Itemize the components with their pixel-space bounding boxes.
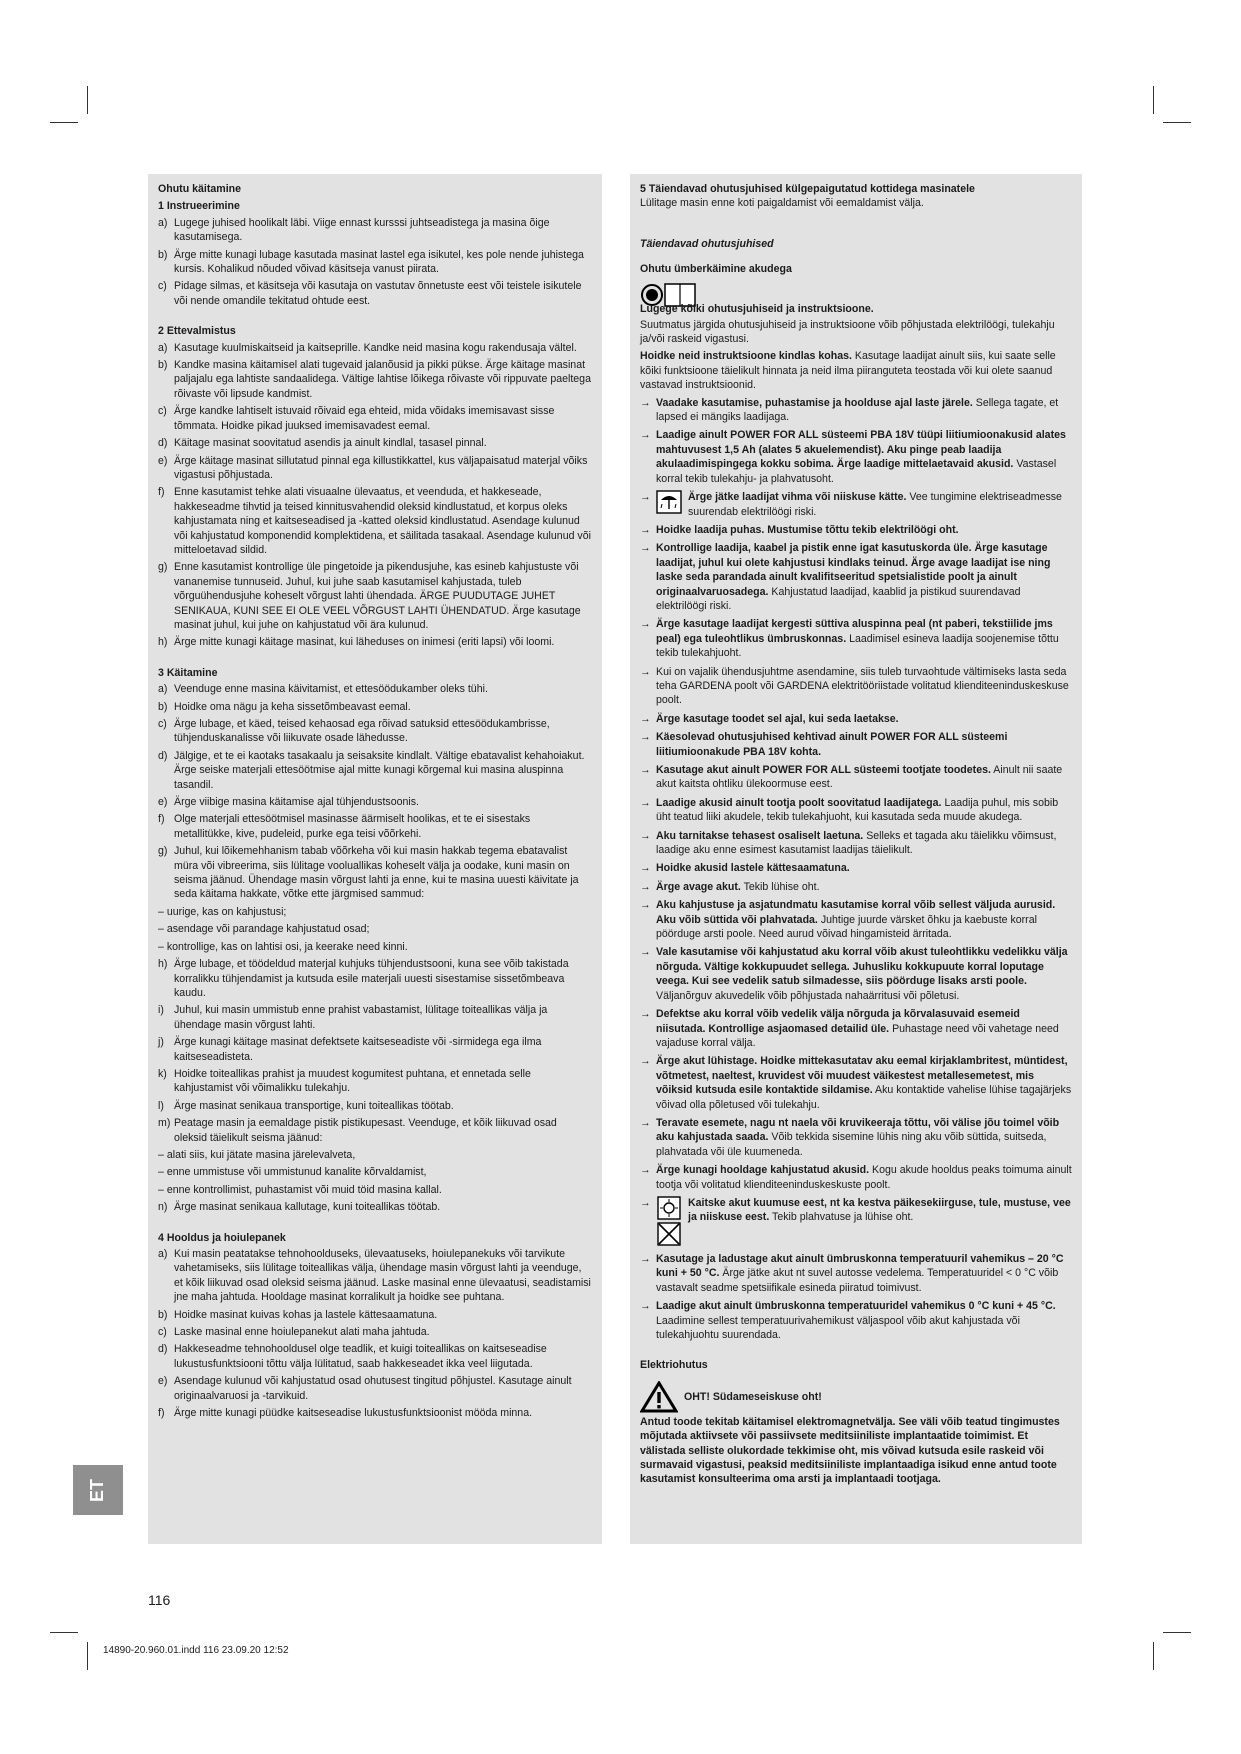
extra-title: Täiendavad ohutusjuhised <box>640 237 774 250</box>
list-item-text: Hoidke masinat kuivas kohas ja lastele kättesaamatuna. <box>174 1308 438 1321</box>
list-item <box>158 635 592 649</box>
page-number: 116 <box>148 1592 171 1608</box>
list-item <box>158 404 592 433</box>
list-item-text: Ärge kunagi käitage masinat defektsete kaitseseadiste või -sirmidega ega ilma kaitseseadisteta. <box>174 1036 542 1063</box>
list-item <box>158 844 592 902</box>
list-item-text: Ärge kandke lahtiselt istuvaid rõivaid ega ehteid, mida võidaks imemisavast sisse tõmmata. Hoidke pikad juuksed imemisavadest eemal. <box>174 405 555 432</box>
safety-note-bold: Aku kahjustuse ja asjatundmatu kasutamise korral võib sellest väljuda aurusid. Aku võib süttida või plahvatada. <box>656 899 1056 926</box>
list-item-label: a) <box>158 216 168 229</box>
list-item-label: f) <box>158 486 165 499</box>
safety-note <box>640 523 1072 537</box>
safety-note-text: Sellega tagate, et lapsed ei mängiks laadijaga. <box>656 396 1059 424</box>
list-item-text: Veenduge enne masina käivitamist, et ettesöödukamber oleks tühi. <box>174 683 488 696</box>
safety-note <box>640 396 1072 425</box>
safety-note <box>640 880 1072 894</box>
list-item <box>158 1342 592 1371</box>
safety-note <box>640 730 1072 759</box>
safety-note <box>640 665 1072 708</box>
warning-triangle-icon <box>640 1381 678 1413</box>
list-item-label: d) <box>158 749 168 762</box>
safety-note-text: Ainult nii saate akut kaitsta ohtliku ülekoormuse eest. <box>656 764 1063 791</box>
arrow-icon: → <box>640 829 651 842</box>
keep-instructions <box>640 349 1072 392</box>
safety-note <box>640 617 1072 660</box>
list-item-label: e) <box>158 796 168 809</box>
list-item-label: b) <box>158 700 168 713</box>
arrow-icon: → <box>640 899 651 912</box>
safety-note-bold: Vaadake kasutamise, puhastamise ja hoolduse ajal laste järele. <box>656 396 973 409</box>
list-item-text: Enne kasutamist kontrollige üle pingetoide ja pikendusjuhe, kas esineb kahjustuste või vananemise tunnuseid. Juhul, kui juhe saab kasutamisel kahjustada, tuleb võrguühendusjuhe koheselt võrgust lahti ühendada. ÄRGE PUUDUTAGE JUHET SENIKAUA, KUNI SEE EI OLE VEEL VÕRGUST LAHTI ÜHENDATUD. Ärge kasutage masinat juhul, kui juhe on kahjustatud või ära kulunud. <box>174 561 581 631</box>
warning-title: OHT! Südameseiskuse oht! <box>684 1390 822 1403</box>
list-item <box>158 560 592 632</box>
safety-note-bold: Teravate esemete, nagu nt naela või kruvikeeraja tõttu, või välise jõu toimel võib aku kahjustada saada. <box>656 1116 1060 1144</box>
list-item <box>158 341 592 355</box>
safety-note-bold: Ärge kasutage laadijat kergesti süttiva aluspinna peal (nt paberi, tekstiilide jms peal) ega tuleohtlikus ümbruskonnas. <box>656 618 1053 645</box>
list-item <box>158 248 592 277</box>
section-title: 4 Hooldus ja hoiulepanek <box>158 1231 286 1244</box>
list-item-label: j) <box>158 1036 164 1049</box>
section-title: 3 Käitamine <box>158 666 218 679</box>
list-item-text: Olge materjali ettesöötmisel masinasse äärmiselt hoolikas, et te ei sisestaks metallitükke, kive, pudeleid, purke ega teisi võõrkehi. <box>174 813 531 840</box>
list-item-label: a) <box>158 1248 168 1260</box>
crop-mark <box>50 122 78 123</box>
left-title: Ohutu käitamine <box>158 183 241 195</box>
list-item <box>158 485 592 557</box>
safety-note <box>640 1196 1072 1248</box>
list-item-label: e) <box>158 454 168 467</box>
list-item-label: b) <box>158 248 168 261</box>
rain-warning-icon <box>656 490 682 514</box>
list-item-text: Ärge masinat senikaua transportige, kuni toiteallikas töötab. <box>174 1099 454 1112</box>
crop-mark <box>87 1642 88 1670</box>
list-item-label: g) <box>158 845 168 858</box>
list-item-text: Kasutage kuulmiskaitseid ja kaitseprille. Kandke neid masina kogu rakendusaja vältel. <box>174 341 577 354</box>
safety-note-bold: Kasutage akut ainult POWER FOR ALL süsteemi tootjate toodetes. <box>656 764 991 776</box>
list-item <box>158 795 592 809</box>
safety-note-text: Laadimisel esineva laadija soojenemise tõttu tekib tulekahjuoht. <box>656 632 1059 660</box>
list-item-text: – enne ummistuse või ummistunud kanalite kõrvaldamist, <box>158 1166 427 1179</box>
safety-note-bold: Aku tarnitakse tehasest osaliselt laetuna. <box>656 829 864 842</box>
list-item <box>158 436 592 450</box>
safety-note <box>640 1054 1072 1112</box>
list-item-label: f) <box>158 813 165 826</box>
safety-note <box>640 541 1072 613</box>
safety-note-text: Kui on vajalik ühendusjuhtme asendamine, siis tuleb turvaohtude vältimiseks lasta seda teha GARDENA poolt või GARDENA elektritööriistade volitatud klienditeeninduskeskuse poolt. <box>656 665 1069 707</box>
list-item <box>158 749 592 792</box>
list-item-text: – alati siis, kui jätate masina järelevalveta, <box>158 1148 356 1161</box>
list-item <box>158 717 592 746</box>
safety-note-bold: Kaitske akut kuumuse eest, nt ka kestva päikesekiirguse, tule, mustuse, vee ja niiskuse eest. <box>688 1196 1071 1224</box>
arrow-icon: → <box>640 1252 651 1265</box>
list-item-text: Kandke masina käitamisel alati tugevaid jalanõusid ja pikki pükse. Ärge käitage masinat paljajalu ega lahtiste sandaalidega. Vältige lahtise lõikega rõivaste või rippuvate paeltega rõivaste või lipsude kandmist. <box>174 359 591 400</box>
safety-note <box>640 1299 1072 1342</box>
list-item-label: a) <box>158 683 168 696</box>
list-item <box>158 940 592 954</box>
safety-note <box>640 945 1072 1003</box>
list-item <box>158 1099 592 1113</box>
safety-note-text: Vee tungimine elektriseadmesse suurendab elektrilöögi riski. <box>688 491 1062 518</box>
list-item-text: Hakkeseadme tehnohooldusel olge teadlik, et kuigi toiteallikas on kaitseseadise lukustusfunktsiooni tõttu välja lülitatud, saab hakkeseadet ikka veel liigutada. <box>174 1343 547 1370</box>
safety-note-text: Väljanõrguv akuvedelik võib põhjustada nahaärritusi või põletusi. <box>656 989 960 1002</box>
list-item-label: c) <box>158 718 167 730</box>
list-item-label: l) <box>158 1099 164 1112</box>
warning-row <box>640 1381 1072 1413</box>
arrow-icon: → <box>640 665 651 678</box>
safety-note <box>640 1163 1072 1192</box>
crop-mark <box>1153 1642 1154 1670</box>
arrow-icon: → <box>640 396 651 409</box>
crop-mark <box>1163 1632 1191 1633</box>
crop-mark <box>1163 122 1191 123</box>
safety-note-text: Võib tekkida sisemine lühis ning aku võib süttida, suitseda, plahvatada või üle kuumeneda. <box>656 1131 1047 1158</box>
arrow-icon: → <box>640 1055 651 1068</box>
list-item-text: – asendage või parandage kahjustatud osad; <box>158 923 370 936</box>
safety-note-bold: Ärge kunagi hooldage kahjustatud akusid. <box>656 1164 870 1177</box>
list-item <box>158 1183 592 1197</box>
arrow-icon: → <box>640 731 651 744</box>
list-item-label: c) <box>158 405 167 418</box>
list-item-text: Ärge masinat senikaua kallutage, kuni toiteallikas töötab. <box>174 1201 441 1214</box>
list-item-text: Peatage masin ja eemaldage pistik pistikupesast. Veenduge, et kõik liikuvad osad oleksid täielikult seisma jäänud: <box>174 1117 557 1144</box>
heat-warning-icon <box>656 1196 682 1248</box>
safety-note-bold: Kontrollige laadija, kaabel ja pistik enne igat kasutuskorda üle. Ärge kasutage laadijat, juhul kui olete kahjustusi kindlaks teinud. Ärge avage laadijat ise ning laske seda parandada ainult kvalifitseeritud spetsialistide poolt ja ainult originaalvaruosadega. <box>656 542 1051 598</box>
list-item-label: k) <box>158 1067 167 1080</box>
list-item <box>158 905 592 919</box>
arrow-icon: → <box>640 1008 651 1021</box>
list-item-label: i) <box>158 1004 164 1017</box>
list-item <box>158 358 592 401</box>
language-tab <box>73 1465 123 1515</box>
list-item-text: Hoidke toiteallikas prahist ja muudest kogumitest puhtana, et ennetada selle kahjustamist või võimalikku tulekahju. <box>174 1067 531 1095</box>
crop-mark <box>50 1632 78 1633</box>
list-item <box>158 1165 592 1179</box>
crop-mark <box>87 86 88 114</box>
safety-note-bold: Kasutage ja ladustage akut ainult ümbruskonna temperatuuril vahemikus – 20 °C kuni + 50 °C. <box>656 1252 1064 1280</box>
safety-note-text: Puhastage need või vahetage need vajaduse korral välja. <box>656 1022 1059 1049</box>
list-item <box>158 812 592 841</box>
list-item-text: Juhul, kui lõikemehhanism tabab võõrkeha või kui masin hakkab tegema ebatavalist müra või vibreerima, siis lülitage vooluallikas koheselt välja ja oodake, kuni masin on seisma jäänud. Ühendage masin võrgust lahti ja enne, kui te masina uuesti käivitate ja seda käitama hakkate, võtke ette järgmised sammud: <box>174 845 579 901</box>
safety-note <box>640 898 1072 941</box>
arrow-icon: → <box>640 491 651 504</box>
language-tab-label: ET <box>87 1478 108 1502</box>
safety-note-bold: Laadige akusid ainult tootja poolt soovitatud laadijatega. <box>656 796 942 809</box>
list-item <box>158 1116 592 1145</box>
safety-note-bold: Hoidke akusid lastele kättesaamatuna. <box>656 862 850 875</box>
list-item <box>158 922 592 936</box>
left-column <box>148 174 602 1544</box>
list-item-label: g) <box>158 561 168 574</box>
safety-note-bold: Ärge avage akut. <box>656 880 741 893</box>
list-item-label: b) <box>158 359 168 372</box>
arrow-icon: → <box>640 1164 651 1177</box>
list-item-text: Laske masinal enne hoiulepanekut alati maha jahtuda. <box>174 1326 430 1339</box>
left-sections <box>158 199 592 1420</box>
right-column <box>630 174 1082 1544</box>
list-item-text: Enne kasutamist tehke alati visuaalne ülevaatus, et veenduda, et hakkeseade, hakkeseadme tihvtid ja teised kinnitusvahendid oleksid kindlustatud, et korpus oleks kahjustamata ning et kaitseseadised ja -katted oleksid kindlustatud. Asendage kulunud või kahjustatud komponendid komplektidena, et säilitada tasakaal. Asendage kulunud või mitteloetavad sildid. <box>174 486 591 556</box>
safety-note-text: Tekib plahvatuse ja lühise oht. <box>772 1211 914 1224</box>
list-item <box>158 216 592 245</box>
safety-note-text: Aku kontaktide vahelise lühise tagajärjeks võivad olla põletused või tulekahju. <box>656 1084 1072 1111</box>
list-item-text: Juhul, kui masin ummistub enne prahist vabastamist, lülitage toiteallikas välja ja ühendage masin võrgust lahti. <box>174 1004 548 1031</box>
crop-mark <box>1153 86 1154 114</box>
keep-instructions-bold: Hoidke neid instruktsioone kindlas kohas. <box>640 350 852 363</box>
list-item-text: Jälgige, et te ei kaotaks tasakaalu ja seisaksite kindlalt. Vältige ebatavalist kehahoiakut. Ärge seiske materjali ettesöötmise ajal mitte kunagi kõrgemal kui masina aluspinna tasandil. <box>174 749 585 791</box>
safety-note <box>640 1116 1072 1159</box>
safety-note <box>640 829 1072 858</box>
arrow-icon: → <box>640 1196 651 1209</box>
list-item <box>158 700 592 714</box>
keep-instructions-text: Kasutage laadijat ainult siis, kui saate selle kõiki funktsioone täielikult hinnata ja neid ilma piiranguteta teostada või kui olete saanud vastavad instruktsioonid. <box>640 350 1056 392</box>
safety-note-text: Juhtige juurde värsket õhku ja kaebuste korral pöörduge arsti poole. Need aurud võivad hingamisteid ärritada. <box>656 913 1037 941</box>
list-item <box>158 1003 592 1032</box>
instruction-section <box>158 324 592 650</box>
list-item-text: Ärge käitage masinat sillutatud pinnal ega killustikkattel, kus väljapaisatud materjal võiks vigastusi põhjustada. <box>174 454 588 481</box>
list-item-text: Ärge mitte kunagi lubage kasutada masinat lastel ega isikutel, kes pole nende juhistega kursis. Kohalikud nõuded võivad käsitseja vanust piirata. <box>174 248 584 276</box>
list-item-text: Ärge viibige masina käitamise ajal tühjendustsoonis. <box>174 796 419 809</box>
list-item-label: e) <box>158 1375 168 1388</box>
instruction-section <box>158 199 592 308</box>
safety-note-bold: Ärge jätke laadijat vihma või niiskuse kätte. <box>688 491 907 504</box>
list-item-text: Hoidke oma nägu ja keha sissetõmbeavast eemal. <box>174 700 411 713</box>
list-item <box>158 1148 592 1162</box>
list-item-text: Ärge mitte kunagi käitage masinat, kui läheduses on inimesi (eriti lapsi) või loomi. <box>174 636 555 649</box>
safety-note <box>640 712 1072 726</box>
safety-note-bold: Ärge akut lühistage. Hoidke mittekasutatav aku eemal kirjaklambritest, müntidest, võtmetest, naeltest, kruvidest või muudest väikestest metallesemetest, mis võiksid kutsuda esile kontaktide sildamise. <box>656 1055 1068 1097</box>
safety-note-bold: Laadige ainult POWER FOR ALL süsteemi PBA 18V tüüpi liitiumioonakusid alates mahtuvusest 1,5 Ah (alates 5 akuelemendist). Aku pinge peab laadija akulaadimispingega kokku sobima. Ärge laadige mittelaetavaid akusid. <box>656 429 1066 471</box>
list-item-text: Asendage kulunud või kahjustatud osad ohutusest tingitud põhjustel. Kasutage ainult originaalvaruosi ja -tarvikuid. <box>174 1375 572 1402</box>
arrow-icon: → <box>640 880 651 893</box>
warning-text: Antud toode tekitab käitamisel elektromagnetvälja. See väli võib teatud tingimustes mõjutada aktiivsete või passiivsete meditsiiniliste implantaatide toimimist. Et välistada selliste olukordade tekkimise oht, mis võivad kutsuda esile raskeid või surmavaid vigastusi, peaksid meditsiiniliste implantaadiga isikud enne antud toote kasutamist konsulteerima oma arsti ja implantaadi tootjaga. <box>640 1415 1060 1486</box>
safety-note-text: Selleks et tagada aku täielikku võimsust, laadige aku enne esimest kasutamist laadijas täielikult. <box>656 829 1057 857</box>
read-instructions-bold: Lugege kõiki ohutusjuhiseid ja instruktsioone. <box>640 303 874 316</box>
list-item <box>158 1325 592 1339</box>
safety-note <box>640 428 1072 486</box>
safety-note <box>640 490 1072 519</box>
safety-note <box>640 1252 1072 1295</box>
list-item-label: c) <box>158 1326 167 1339</box>
read-instructions-text: Suutmatus järgida ohutusjuhiseid ja instruktsioone võib põhjustada elektrilöögi, tulekahju ja/või raskeid vigastusi. <box>640 318 1055 346</box>
safety-note-text: Kahjustatud laadijad, kaablid ja pistikud suurendavad elektrilöögi riski. <box>656 585 1021 612</box>
safety-note <box>640 1007 1072 1050</box>
list-item <box>158 1374 592 1403</box>
arrow-icon: → <box>640 946 651 959</box>
electric-title: Elektriohutus <box>640 1359 708 1372</box>
list-item <box>158 1406 592 1420</box>
section-title: 1 Instrueerimine <box>158 200 240 213</box>
list-item-text: – uurige, kas on kahjustusi; <box>158 905 287 918</box>
arrow-icon: → <box>640 542 651 555</box>
list-item <box>158 957 592 1000</box>
list-item-text: – enne kontrollimist, puhastamist või muid töid masina kallal. <box>158 1183 442 1196</box>
safety-note-bold: Laadige akut ainult ümbruskonna temperatuuridel vahemikus 0 °C kuni + 45 °C. <box>656 1300 1056 1313</box>
arrow-icon: → <box>640 429 651 442</box>
arrow-icon: → <box>640 862 651 875</box>
list-item-label: c) <box>158 280 167 293</box>
list-item-label: b) <box>158 1308 168 1321</box>
list-item-label: d) <box>158 1343 168 1356</box>
safety-note <box>640 796 1072 825</box>
list-item <box>158 454 592 483</box>
safety-note-bold: Käesolevad ohutusjuhised kehtivad ainult POWER FOR ALL süsteemi liitiumioonakude PBA 18V kohta. <box>656 731 1008 758</box>
list-item-label: a) <box>158 341 168 354</box>
safety-note-text: Vastasel korral tekib tulekahju- ja plahvatusoht. <box>656 458 1057 485</box>
safety-note-bold: Vale kasutamise või kahjustatud aku korral võib akust tuleohtlikku vedelikku välja nõrguda. Vältige kokkupuudet sellega. Juhusliku kokkupuute korral loputage veega. Kui see vedelik satub silmadesse, siis pöörduge lisaks arsti poole. <box>656 946 1068 988</box>
list-item-text: Ärge lubage, et töödeldud materjal kuhjuks tühjendustsooni, kuna see võib takistada korralikku tühjendamist ja kutsuda esile materjali uuesti sisestamise sissetõmbeava kaudu. <box>174 958 569 999</box>
list-item-label: n) <box>158 1201 168 1214</box>
list-item <box>158 1067 592 1096</box>
list-item-label: d) <box>158 437 168 450</box>
safety-note <box>640 861 1072 875</box>
list-item-label: f) <box>158 1407 165 1420</box>
arrow-icon: → <box>640 618 651 631</box>
section-title: 2 Ettevalmistus <box>158 325 236 338</box>
list-item <box>158 1200 592 1214</box>
instruction-section <box>158 1231 592 1421</box>
arrow-icon: → <box>640 796 651 809</box>
print-footer: 14890-20.960.01.indd 116 23.09.20 12:52 <box>103 1645 289 1656</box>
list-item-label: h) <box>158 958 168 971</box>
arrow-icon: → <box>640 1116 651 1129</box>
list-item-text: Käitage masinat soovitatud asendis ja ainult kindlal, tasasel pinnal. <box>174 437 487 450</box>
list-item-text: Lugege juhised hoolikalt läbi. Viige ennast kursssi juhtseadistega ja masina õige kasutamisega. <box>174 216 550 244</box>
list-item <box>158 682 592 696</box>
safety-note-text: Ärge jätke akut nt suvel autosse vedelema. Temperatuuridel < 0 °C võib vastavalt seadme spetsiifikale esineda piiratud toimivust. <box>656 1267 1059 1294</box>
section5-text: Lülitage masin enne koti paigaldamist või eemaldamist välja. <box>640 197 924 210</box>
list-item-text: Ärge lubage, et käed, teised kehaosad ega rõivad satuksid ettesöödukambrisse, tühjenduskanalisse või liikuvate osade lähedusse. <box>174 718 550 745</box>
safety-note-bold: Hoidke laadija puhas. Mustumise tõttu tekib elektrilöögi oht. <box>656 523 959 536</box>
safety-note-text: Kogu akude hooldus peaks toimuma ainult tootja või volitatud klienditeeninduskeskuste poolt. <box>656 1164 1072 1191</box>
list-item-label: h) <box>158 636 168 649</box>
arrow-icon: → <box>640 764 651 776</box>
arrow-icon: → <box>640 712 651 725</box>
safety-note-text: Tekib lühise oht. <box>743 880 820 893</box>
safety-note-text: Laadimine sellest temperatuurivahemikust väljaspool võib akut kahjustada või tulekahjuohtu suurendada. <box>656 1314 1020 1341</box>
arrow-list <box>640 396 1072 1343</box>
safety-note-text: Laadija puhul, mis sobib üht teatud liiki akudele, tekib tulekahjuoht, kui kasutada seda muude akudega. <box>656 796 1059 824</box>
arrow-icon: → <box>640 1300 651 1313</box>
list-item <box>158 1035 592 1064</box>
safety-note-bold: Defektse aku korral võib vedelik välja nõrguda ja kõrvalasuvaid esemeid niisutada. Kontrollige asjaomased detailid üle. <box>656 1008 1020 1035</box>
safety-note-bold: Ärge kasutage toodet sel ajal, kui seda laetakse. <box>656 712 899 725</box>
arrow-icon: → <box>640 523 651 536</box>
list-item-text: Kui masin peatatakse tehnohoolduseks, ülevaatuseks, hoiulepanekuks või tarvikute vahetamiseks, siis lülitage toiteallikas välja, ühendage masin võrgust lahti ja veenduge, et kõik liikuvad osad oleksid seisma jäänud. Laske masinal enne ülevaatusi, seadistamisi jne maha jahtuda. Hooldage masinat korralikult ja hoidke see puhtana. <box>174 1248 591 1304</box>
section5-title: 5 Täiendavad ohutusjuhised külgepaigutatud kottidega masinatele <box>640 183 975 195</box>
list-item-label: m) <box>158 1117 171 1130</box>
instruction-section <box>158 666 592 1215</box>
battery-title: Ohutu ümberkäimine akudega <box>640 262 792 275</box>
list-item-text: Ärge mitte kunagi püüdke kaitseseadise lukustusfunktsioonist mööda minna. <box>174 1407 533 1420</box>
list-item-text: – kontrollige, kas on lahtisi osi, ja keerake need kinni. <box>158 940 408 953</box>
safety-note <box>640 763 1072 792</box>
list-item-text: Pidage silmas, et käsitseja või kasutaja on vastutav õnnetuste eest või teistele isikutele või nende omandile tekitatud ohtude eest. <box>174 280 582 307</box>
list-item <box>158 1308 592 1322</box>
list-item <box>158 1247 592 1305</box>
list-item <box>158 279 592 308</box>
